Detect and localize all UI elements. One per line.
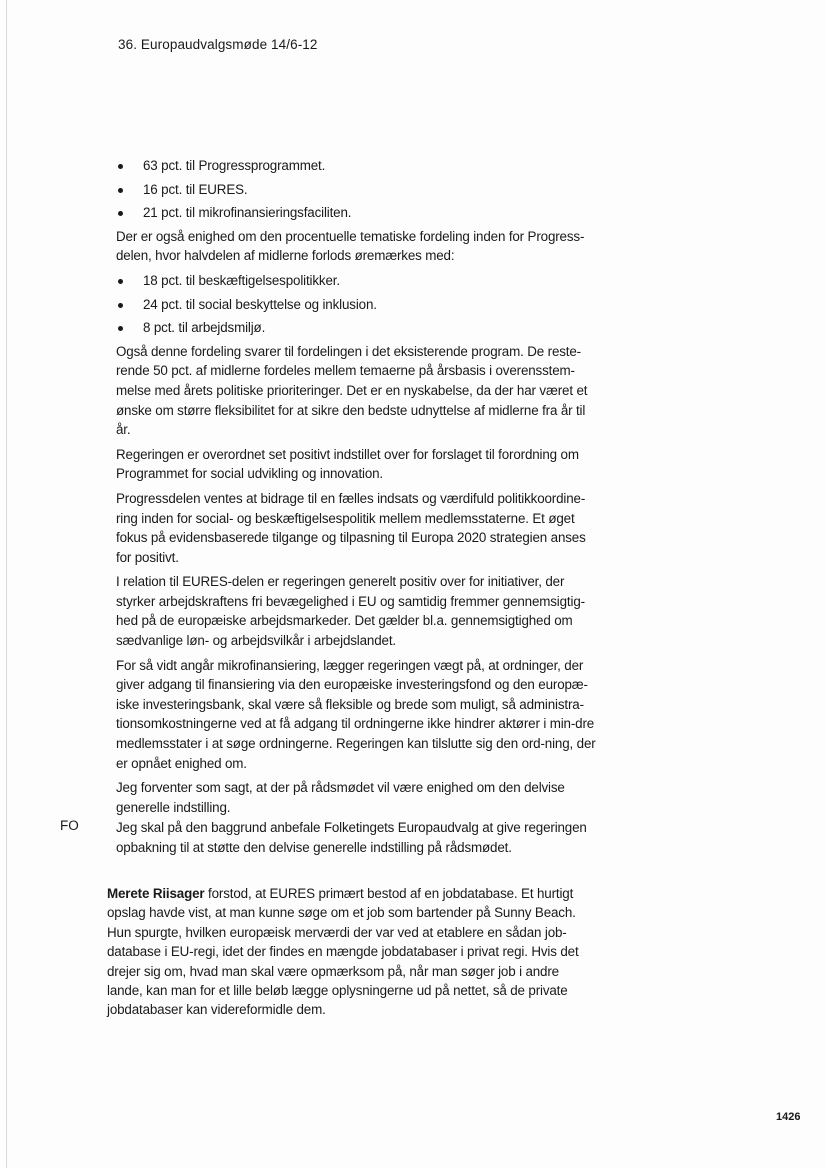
page-number: 1426 — [776, 1111, 801, 1123]
list-item: 63 pct. til Progressprogrammet. — [116, 156, 602, 176]
list-item: 8 pct. til arbejdsmiljø. — [116, 318, 602, 338]
list-item: 18 pct. til beskæftigelsespolitikker. — [116, 271, 602, 291]
paragraph: I relation til EURES-delen er regeringen generelt positiv over for initiativer, der styrker arbejdskraftens fri bevægelighed i EU og samtidig fremmer gennemsigtig-hed på de europæiske arbejdsmarkeder. Det gælder bl.a. gennemsigtighed om sædvanlige løn- og arbejdsvilkår i arbejdslandet. — [116, 574, 585, 649]
page-edge-line — [6, 0, 7, 1168]
paragraph: Progressdelen ventes at bidrage til en fælles indsats og værdifuld politikkoordine-ring inden for social- og beskæftigelsespolitik mellem medlemsstaterne. Et øget fokus på evidensbaserede tilgange og tilpasning til Europa 2020 strategien anses for positivt. — [116, 490, 586, 565]
list-item: 16 pct. til EURES. — [116, 180, 602, 200]
speaker-name: Merete Riisager — [107, 886, 205, 901]
main-content — [116, 156, 602, 822]
page-header: 36. Europaudvalgsmøde 14/6-12 — [118, 37, 318, 52]
paragraph: Også denne fordeling svarer til fordelingen i det eksisterende program. De reste-rende 50 pct. af midlerne fordeles mellem temaerne på årsbasis i overensstem-melse med årets politiske prioriteringer. Det er en nyskabelse, da der har været et ønske om større fleksibilitet for at sikre den bedste udnyttelse af midlerne fra år til år. — [116, 343, 588, 438]
fo-margin-label: FO — [60, 818, 79, 833]
paragraph: Der er også enighed om den procentuelle tematiske fordeling inden for Progress-delen, hvor halvdelen af midlerne forlods øremærkes med: — [116, 228, 585, 264]
paragraph: Regeringen er overordnet set positivt indstillet over for forslaget til forordning om Programmet for social udvikling og innovation. — [116, 446, 579, 482]
fo-paragraph: Jeg skal på den baggrund anbefale Folketingets Europaudvalg at give regeringen opbakning til at støtte den delvise generelle indstilling på rådsmødet. — [116, 820, 587, 855]
paragraph: For så vidt angår mikrofinansiering, lægger regeringen vægt på, at ordninger, der giver adgang til finansiering via den europæiske investeringsfond og den europæ-iske investeringsbank, skal være så fleksible og brede som muligt, så administra-tionsomkostningerne ved at få adgang til ordningerne ikke hindrer aktører i min-dre medlemsstater i at søge ordningerne. Regeringen kan tilslutte sig den ord-ning, der er opnået enighed om. — [116, 657, 596, 771]
list-item: 21 pct. til mikrofinansieringsfaciliten. — [116, 203, 602, 223]
paragraph: Jeg forventer som sagt, at der på rådsmødet vil være enighed om den delvise generelle indstilling. — [116, 780, 565, 815]
list-item: 24 pct. til social beskyttelse og inklusion. — [116, 295, 602, 315]
speaker-text: forstod, at EURES primært bestod af en jobdatabase. Et hurtigt opslag havde vist, at man kunne søge om et job som bartender på Sunny Beach. Hun spurgte, hvilken europæisk merværdi der var ved at etablere en sådan job-database i EU-regi, idet der findes en mængde jobdatabaser i privat regi. Hvis det drejer sig om, hvad man skal være opmærksom på, når man søger job i andre lande, kan man for et lille beløb lægge oplysningerne ud på nettet, så de private jobdatabaser kan videreformidle dem. — [107, 886, 579, 1018]
speaker-paragraph — [107, 884, 597, 1020]
thematic-allocation-list — [116, 271, 602, 338]
budget-allocation-list — [116, 156, 602, 223]
